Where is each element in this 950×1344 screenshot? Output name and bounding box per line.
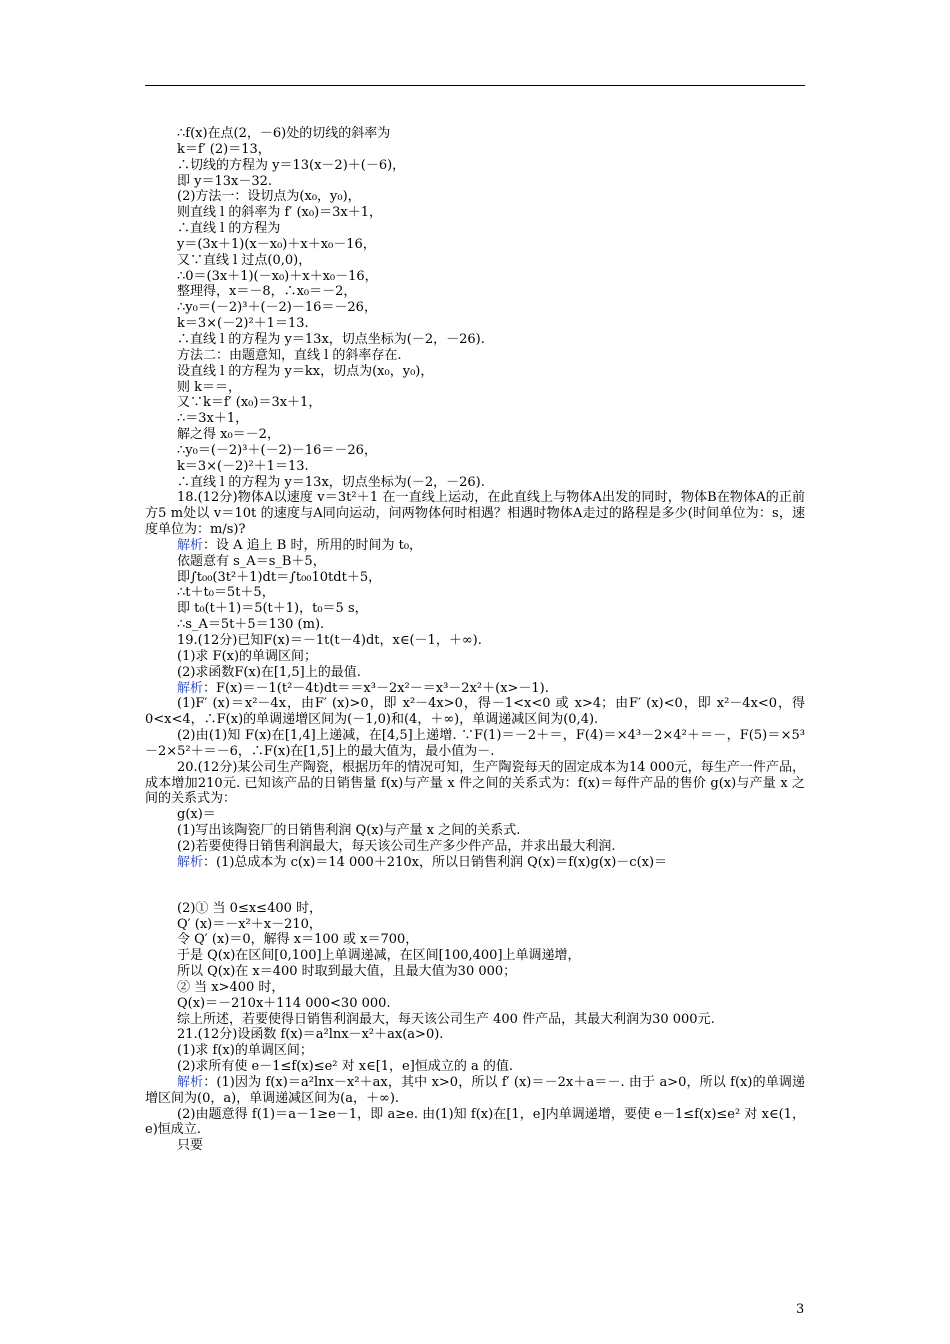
text-line: 19.(12分)已知F(x)＝－1t(t－4)dt，x∈(－1，＋∞). [177, 633, 482, 648]
solution-18-19-lines [145, 554, 805, 681]
problem-20-lines [145, 807, 805, 855]
solution-21-part2: (2)由题意得 f(1)＝a－1≥e－1，即 a≥e. 由(1)知 f(x)在[1，e]内单调递增，要使 e－1≤f(x)≤e² 对 x∈(1，e)恒成立. [145, 1106, 805, 1138]
solution-18-intro: 解析：设 A 追上 B 时，所用的时间为 t₀， [177, 537, 423, 553]
text-line: (1)求 F(x)的单调区间； [177, 648, 318, 664]
text-line: 即 y＝13x－32. [177, 173, 273, 189]
solution-label: 解析 [177, 537, 204, 553]
text-line: ∴f(x)在点(2，－6)处的切线的斜率为 [177, 126, 391, 141]
text-line: 整理得，x＝－8，∴x₀＝－2， [177, 284, 357, 300]
text-line: Q(x)＝－210x＋114 000<30 000. [177, 995, 391, 1011]
text-line: ∴y₀＝(－2)³＋(－2)－16＝－26， [177, 442, 377, 458]
solution-20-intro: 解析：(1)总成本为 c(x)＝14 000＋210x，所以日销售利润 Q(x)＝f(x)g(x)－c(x)＝ [177, 854, 668, 870]
text-line: (1)求 f(x)的单调区间； [177, 1043, 313, 1059]
text-line: ∴切线的方程为 y＝13(x－2)＋(－6)， [177, 157, 406, 173]
text-line: ∴0＝(3x＋1)(－x₀)＋x＋x₀－16， [177, 268, 378, 284]
text-line: k＝3×(－2)²＋1＝13. [177, 458, 309, 474]
solution-19-part2: (2)由(1)知 F(x)在[1,4]上递减，在[4,5]上递增. ∵F(1)＝－2＋＝，F(4)＝×4³－2×4²＋＝－，F(5)＝×5³－2×5²＋＝－6，∴F(x)在[1,5]上的最大值为，最小值为－. [145, 728, 805, 759]
text-line: 即∫t₀₀(3t²＋1)dt＝∫t₀₀10tdt＋5， [177, 569, 382, 585]
text-line: (2)① 当 0≤x≤400 时， [177, 900, 323, 916]
text-line: ∴直线 l 的方程为 y＝13x，切点坐标为(－2，－26). [177, 331, 485, 347]
solution-21-part1: 解析：(1)因为 f(x)＝a²lnx－x²＋ax，其中 x>0，所以 f′ (x)＝－2x＋a＝－. 由于 a>0，所以 f(x)的单调递增区间为(0，a)，单调递减区间为(a，＋∞). [145, 1074, 805, 1106]
text-line: 令 Q′ (x)＝0，解得 x＝100 或 x＝700， [177, 932, 419, 948]
text-line: 则 k＝＝， [177, 379, 242, 395]
text-line: g(x)＝ [177, 807, 216, 823]
text-line: y＝(3x＋1)(x－x₀)＋x＋x₀－16， [177, 236, 376, 252]
text-line: ∴直线 l 的方程为 y＝13x，切点坐标为(－2，－26). [177, 474, 485, 490]
solution-21-last: 只要 [177, 1138, 204, 1154]
problem-21-lines [145, 1027, 805, 1075]
text-line: (2)若要使得日销售利润最大，每天该公司生产多少件产品，并求出最大利润. [177, 838, 616, 854]
text-line: 方法二：由题意知，直线 l 的斜率存在. [177, 347, 402, 363]
solution-19-intro: 解析：F(x)＝－1(t²－4t)dt＝＝x³－2x²－＝x³－2x²＋(x>－1). [177, 680, 549, 696]
page-body [145, 126, 805, 1154]
text-line: (1)写出该陶瓷厂的日销售利润 Q(x)与产量 x 之间的关系式. [177, 823, 521, 839]
problem-18: 18.(12分)物体A以速度 v＝3t²＋1 在一直线上运动，在此直线上与物体A出发的同时，物体B在物体A的正前方5 m处以 v＝10t 的速度与A同向运动，问两物体何时相遇？相遇时物体A走过的路程是多少(时间单位为：s，速度单位为：m/s)? [145, 490, 805, 538]
text-line: ∴y₀＝(－2)³＋(－2)－16＝－26， [177, 300, 377, 316]
text-line: 又∵直线 l 过点(0,0)， [177, 252, 312, 268]
text-line: 解之得 x₀＝－2， [177, 427, 280, 443]
text-line: 于是 Q(x)在区间[0,100]上单调递减，在区间[100,400]上单调递增， [177, 948, 581, 964]
solution-17-lines [145, 126, 805, 490]
text-line: ∴＝3x＋1， [177, 411, 249, 427]
text-line: 依题意有 s_A＝s_B＋5， [177, 553, 326, 569]
solution-label: 解析 [177, 680, 204, 696]
text-line: 即 t₀(t＋1)＝5(t＋1)，t₀＝5 s， [177, 601, 368, 617]
text-line: (2)求函数F(x)在[1,5]上的最值. [177, 664, 361, 680]
solution-20-lines [145, 901, 805, 1012]
text-line: ∴s_A＝5t＋5＝130 (m). [177, 617, 325, 633]
text-line: ∴t＋t₀＝5t＋5， [177, 585, 275, 601]
text-line: ∴直线 l 的方程为 [177, 221, 281, 237]
text-line: (2)求所有使 e－1≤f(x)≤e² 对 x∈[1，e]恒成立的 a 的值. [177, 1059, 513, 1075]
header-rule [145, 85, 805, 86]
text-line: 则直线 l 的斜率为 f′ (x₀)＝3x＋1， [177, 205, 383, 221]
text-line: (2)方法一：设切点为(x₀，y₀)， [177, 189, 361, 205]
page-number: 3 [796, 1302, 805, 1317]
solution-label: 解析 [177, 854, 204, 870]
text-line: k＝f′ (2)＝13， [177, 141, 271, 157]
text-line: 所以 Q(x)在 x＝400 时取到最大值，且最大值为30 000； [177, 964, 517, 980]
text-line: k＝3×(－2)²＋1＝13. [177, 316, 309, 332]
solution-19-part1: (1)F′ (x)＝x²－4x，由F′ (x)>0，即 x²－4x>0，得－1<x<0 或 x>4；由F′ (x)<0，即 x²－4x<0，得 0<x<4，∴F(x)的单调递增区间为(－1,0)和(4，＋∞)，单调递减区间为(0,4). [145, 696, 805, 728]
text-line: ② 当 x>400 时， [177, 979, 285, 995]
text-line: Q′ (x)＝－x²＋x－210， [177, 916, 322, 932]
solution-label: 解析 [177, 1074, 204, 1090]
formula-gap [145, 871, 805, 901]
text-line: 又∵k＝f′ (x₀)＝3x＋1， [177, 395, 322, 411]
problem-20: 20.(12分)某公司生产陶瓷，根据历年的情况可知，生产陶瓷每天的固定成本为14 000元，每生产一件产品，成本增加210元. 已知该产品的日销售量 f(x)与产量 x 件之间的关系式为：f(x)＝每件产品的售价 g(x)与产量 x 之间的关系式为： [145, 759, 805, 807]
text-line: 设直线 l 的方程为 y＝kx，切点为(x₀，y₀)， [177, 363, 434, 379]
solution-20-conclusion: 综上所述，若要使得日销售利润最大，每天该公司生产 400 件产品，其最大利润为30 000元. [177, 1011, 715, 1027]
text-line: 21.(12分)设函数 f(x)＝a²lnx－x²＋ax(a>0). [177, 1027, 444, 1043]
